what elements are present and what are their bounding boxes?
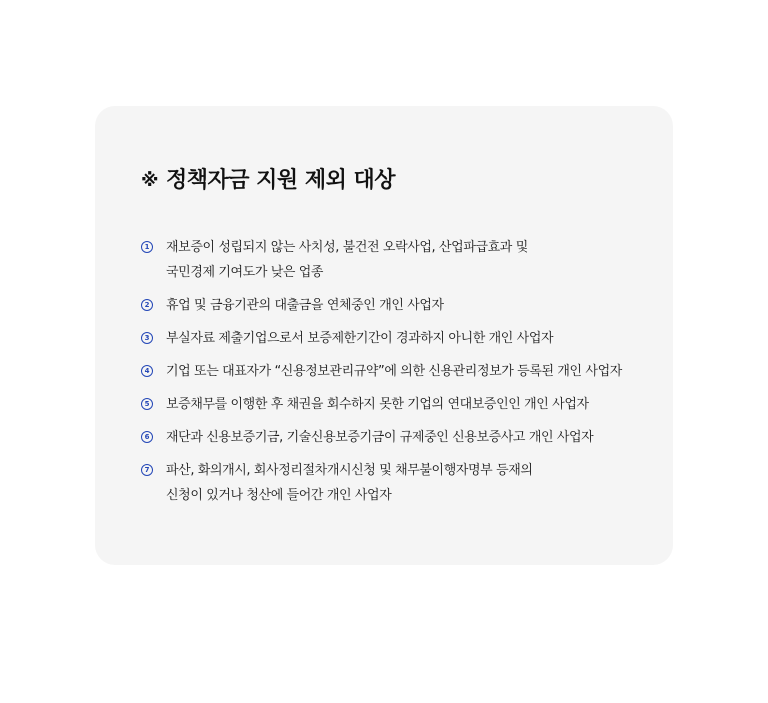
list-item-text: [166, 359, 622, 384]
list-item-text: [166, 392, 589, 417]
list-item: [141, 359, 641, 384]
circled-number-icon: 5: [141, 398, 153, 410]
list-item: [141, 458, 641, 508]
list-item: [141, 326, 641, 351]
list-item-line: 보증채무를 이행한 후 채권을 회수하지 못한 기업의 연대보증인인 개인 사업자: [166, 397, 589, 412]
list-item-line: 신청이 있거나 청산에 들어간 개인 사업자: [166, 488, 392, 503]
list-item-text: [166, 425, 593, 450]
list-item-line: 부실자료 제출기업으로서 보증제한기간이 경과하지 아니한 개인 사업자: [166, 331, 554, 346]
list-item-line: 휴업 및 금융기관의 대출금을 연체중인 개인 사업자: [166, 298, 444, 313]
circled-number-icon: 3: [141, 332, 153, 344]
list-item-text: [166, 293, 444, 318]
list-item-text: [166, 235, 528, 285]
circled-number-icon: 6: [141, 431, 153, 443]
circled-number-icon: 2: [141, 299, 153, 311]
list-item-line: 기업 또는 대표자가 “신용정보관리규약”에 의한 신용관리정보가 등록된 개인 사업자: [166, 364, 622, 379]
section-title-text: 정책자금 지원 제외 대상: [166, 168, 395, 193]
list-item-line: 파산, 화의개시, 회사정리절차개시신청 및 채무불이행자명부 등재의: [166, 463, 533, 478]
section-title: [141, 166, 395, 196]
list-item-line: 재보증이 성립되지 않는 사치성, 불건전 오락사업, 산업파급효과 및: [166, 240, 528, 255]
list-item-text: [166, 326, 553, 351]
circled-number-icon: 1: [141, 241, 153, 253]
circled-number-icon: 4: [141, 365, 153, 377]
list-item: [141, 425, 641, 450]
list-item-text: [166, 458, 533, 508]
list-item: [141, 235, 641, 285]
list-item-line: 재단과 신용보증기금, 기술신용보증기금이 규제중인 신용보증사고 개인 사업자: [166, 430, 594, 445]
reference-mark-icon: ※: [141, 170, 158, 191]
list-item-line: 국민경제 기여도가 낮은 업종: [166, 265, 324, 280]
exclusion-card: [95, 106, 673, 565]
list-item: [141, 392, 641, 417]
circled-number-icon: 7: [141, 464, 153, 476]
list-item: [141, 293, 641, 318]
exclusion-list: [141, 235, 641, 516]
